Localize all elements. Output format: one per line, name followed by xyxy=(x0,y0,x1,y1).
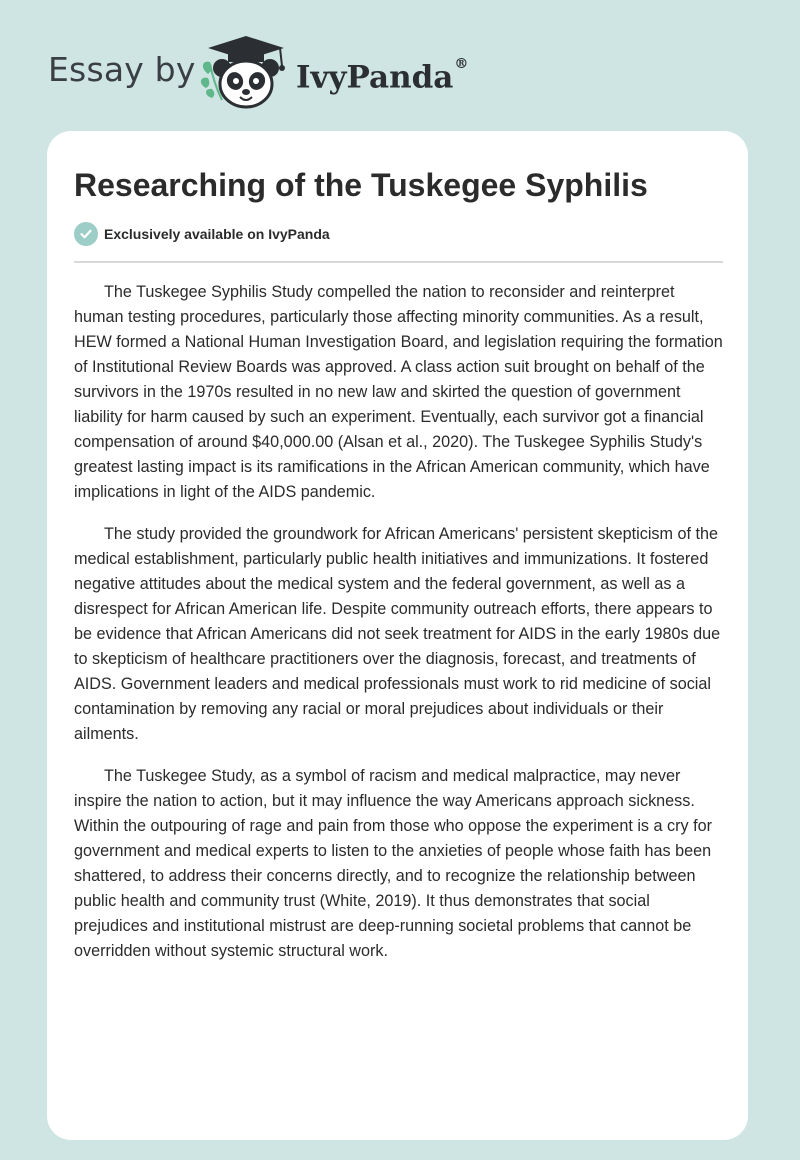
essay-card xyxy=(47,131,748,1140)
checkmark-icon xyxy=(74,222,98,246)
brand-name[interactable]: IvyPanda® xyxy=(296,56,469,96)
page-title: Researching of the Tuskegee Syphilis xyxy=(74,167,648,203)
paragraph: The Tuskegee Syphilis Study compelled the nation to reconsider and reinterpret human testing procedures, particularly those affecting minority communities. As a result, HEW formed a National Human Investigation Board, and legislation requiring the formation of Institutional Review Boards was approved. A class action suit brought on behalf of the survivors in the 1970s resulted in no new law and skirted the question of government liability for harm caused by such an experiment. Eventually, each survivor got a financial compensation of around $40,000.00 (Alsan et al., 2020). The Tuskegee Syphilis Study's greatest lasting impact is its ramifications in the African American community, which have implications in light of the AIDS pandemic. xyxy=(74,283,723,501)
essay-by-label: Essay by xyxy=(48,50,196,89)
essay-body xyxy=(74,280,725,981)
panda-graduate-icon[interactable] xyxy=(198,34,294,110)
registered-mark: ® xyxy=(454,56,469,72)
site-header xyxy=(0,0,800,120)
exclusive-badge xyxy=(74,221,330,247)
divider xyxy=(74,261,723,263)
paragraph: The study provided the groundwork for African Americans' persistent skepticism of the medical establishment, particularly public health initiatives and immunizations. It fostered negative attitudes about the medical system and the federal government, as well as a disrespect for African American life. Despite community outreach efforts, there appears to be evidence that African Americans did not seek treatment for AIDS in the early 1980s due to skepticism of healthcare practitioners over the diagnosis, forecast, and treatments of AIDS. Government leaders and medical professionals must work to rid medicine of social contamination by removing any racial or moral prejudices about individuals or their ailments. xyxy=(74,525,721,743)
exclusive-badge-text: Exclusively available on IvyPanda xyxy=(104,226,330,242)
paragraph: The Tuskegee Study, as a symbol of racism and medical malpractice, may never inspire the nation to action, but it may influence the way Americans approach sickness. Within the outpouring of rage and pain from those who oppose the experiment is a cry for government and medical experts to listen to the anxieties of people whose faith has been shattered, to address their concerns directly, and to recognize the relationship between public health and community trust (White, 2019). It thus demonstrates that social prejudices and institutional mistrust are deep-running societal problems that cannot be overridden without systemic structural work. xyxy=(74,767,712,960)
